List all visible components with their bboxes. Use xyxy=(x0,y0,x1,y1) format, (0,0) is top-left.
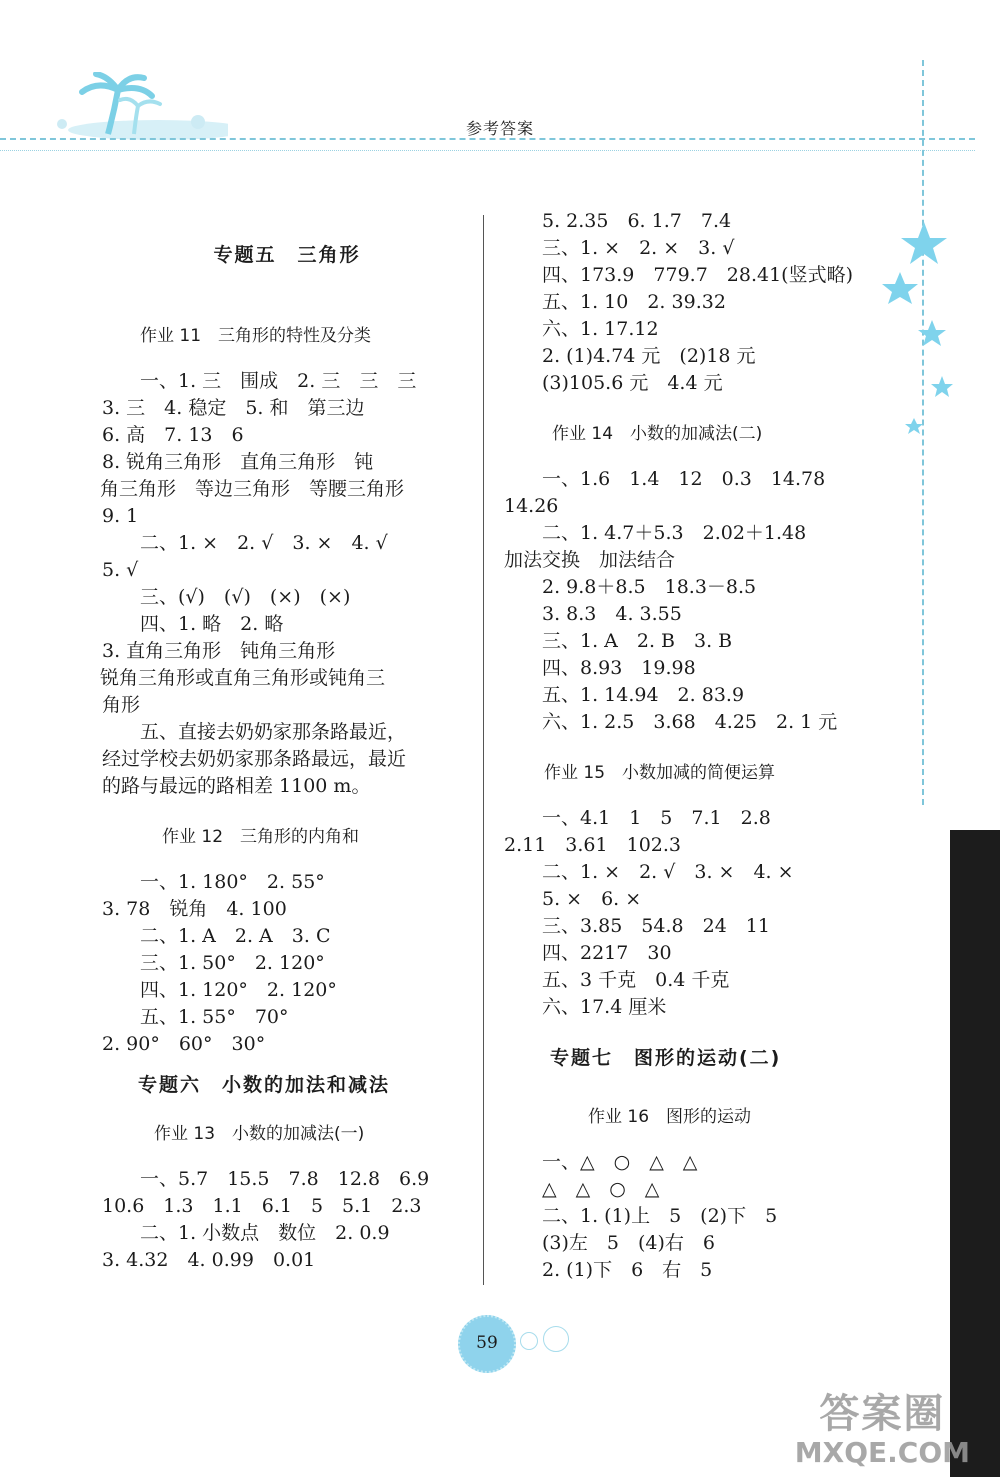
watermark-logo-text: 答案圈 xyxy=(819,1391,946,1437)
answer-line: 三、1. 50° 2. 120° xyxy=(140,952,325,974)
answer-line: 2. (1)下 6 右 5 xyxy=(542,1259,713,1281)
answer-line: 锐角三角形或直角三角形或钝角三 xyxy=(100,667,386,689)
answer-line: (3)左 5 (4)右 6 xyxy=(542,1232,716,1254)
decorative-circle xyxy=(543,1326,569,1352)
watermark-url: MXQE.COM xyxy=(794,1436,970,1469)
answer-line: 四、2217 30 xyxy=(542,942,672,964)
homework-heading: 作业 12 三角形的内角和 xyxy=(162,827,360,847)
homework-heading: 作业 11 三角形的特性及分类 xyxy=(140,326,372,346)
homework-heading: 作业 13 小数的加减法(一) xyxy=(154,1124,365,1144)
answer-line: 5. √ xyxy=(102,559,139,581)
scan-edge-shadow xyxy=(950,830,1000,1477)
answer-line: 2. 9.8＋8.5 18.3－8.5 xyxy=(542,576,757,598)
answer-line: 一、5.7 15.5 7.8 12.8 6.9 xyxy=(140,1168,430,1190)
answer-line: 5. × 6. × xyxy=(542,888,642,910)
answer-line: 四、1. 120° 2. 120° xyxy=(140,979,337,1001)
homework-heading: 作业 16 图形的运动 xyxy=(588,1107,752,1127)
right-column xyxy=(504,208,874,1284)
answer-line: 五、3 千克 0.4 千克 xyxy=(542,969,730,991)
answer-line: 一、4.1 1 5 7.1 2.8 xyxy=(542,807,771,829)
answer-line: 六、17.4 厘米 xyxy=(542,996,667,1018)
answer-line: 角三角形 等边三角形 等腰三角形 xyxy=(100,478,405,500)
stars-icon xyxy=(880,220,960,440)
answer-line: (3)105.6 元 4.4 元 xyxy=(542,372,723,394)
answer-line: 3. 78 锐角 4. 100 xyxy=(102,898,287,920)
watermark xyxy=(795,1392,970,1470)
answer-line: 的路与最远的路相差 1100 m。 xyxy=(102,775,371,797)
answer-line: 五、1. 10 2. 39.32 xyxy=(542,291,726,313)
answer-line: 10.6 1.3 1.1 6.1 5 5.1 2.3 xyxy=(102,1195,422,1217)
answer-line: 2. 90° 60° 30° xyxy=(102,1033,266,1055)
answer-line: 二、1. × 2. √ 3. × 4. √ xyxy=(140,532,388,554)
column-divider xyxy=(483,215,484,1285)
answer-line: 加法交换 加法结合 xyxy=(504,549,676,571)
answer-line: 3. 8.3 4. 3.55 xyxy=(542,603,682,625)
answer-line: 二、1. × 2. √ 3. × 4. × xyxy=(542,861,794,883)
answer-line: 三、1. × 2. × 3. √ xyxy=(542,237,735,259)
answer-line: 9. 1 xyxy=(102,505,139,527)
decorative-circle xyxy=(520,1332,538,1350)
answer-line: 三、1. A 2. B 3. B xyxy=(542,630,733,652)
answer-line: 六、1. 17.12 xyxy=(542,318,659,340)
answer-line: 8. 锐角三角形 直角三角形 钝 xyxy=(102,451,374,473)
answer-line: 五、1. 14.94 2. 83.9 xyxy=(542,684,745,706)
topic-heading: 专题五 三角形 xyxy=(213,244,361,266)
topic-heading: 专题七 图形的运动(二) xyxy=(550,1047,782,1069)
answer-line: 14.26 xyxy=(504,495,559,517)
page-number: 59 xyxy=(458,1315,516,1373)
answer-line: 五、直接去奶奶家那条路最近， xyxy=(140,721,407,743)
left-column xyxy=(102,208,472,1274)
answer-line: 6. 高 7. 13 6 xyxy=(102,424,244,446)
answer-line: 3. 4.32 4. 0.99 0.01 xyxy=(102,1249,316,1271)
answer-line: 5. 2.35 6. 1.7 7.4 xyxy=(542,210,732,232)
answer-line: 一、△ ○ △ △ xyxy=(542,1151,698,1173)
answer-line: 二、1. 小数点 数位 2. 0.9 xyxy=(140,1222,390,1244)
answer-line: 二、1. 4.7＋5.3 2.02＋1.48 xyxy=(542,522,807,544)
answer-line: △ △ ○ △ xyxy=(542,1178,660,1200)
answer-line: 四、8.93 19.98 xyxy=(542,657,696,679)
answer-line: 经过学校去奶奶家那条路最远，最近 xyxy=(102,748,407,770)
answer-line: 六、1. 2.5 3.68 4.25 2. 1 元 xyxy=(542,711,838,733)
answer-line: 三、3.85 54.8 24 11 xyxy=(542,915,770,937)
answer-line: 一、1. 三 围成 2. 三 三 三 xyxy=(140,370,417,392)
answer-line: 二、1. A 2. A 3. C xyxy=(140,925,331,947)
topic-heading: 专题六 小数的加法和减法 xyxy=(138,1074,391,1096)
answer-line: 一、1. 180° 2. 55° xyxy=(140,871,325,893)
answer-line: 五、1. 55° 70° xyxy=(140,1006,289,1028)
answer-line: 3. 直角三角形 钝角三角形 xyxy=(102,640,336,662)
answer-line: 一、1.6 1.4 12 0.3 14.78 xyxy=(542,468,826,490)
answer-line: 2. (1)4.74 元 (2)18 元 xyxy=(542,345,756,367)
answer-line: 四、173.9 779.7 28.41(竖式略) xyxy=(542,264,854,286)
homework-heading: 作业 14 小数的加减法(二) xyxy=(552,424,763,444)
answer-line: 2.11 3.61 102.3 xyxy=(504,834,682,856)
header-title: 参考答案 xyxy=(465,119,534,138)
header-divider-dotted xyxy=(0,150,975,151)
answer-line: 3. 三 4. 稳定 5. 和 第三边 xyxy=(102,397,365,419)
answer-line: 二、1. (1)上 5 (2)下 5 xyxy=(542,1205,778,1227)
homework-heading: 作业 15 小数加减的简便运算 xyxy=(544,763,776,783)
answer-line: 四、1. 略 2. 略 xyxy=(140,613,284,635)
answer-line: 三、(√) (√) (×) (×) xyxy=(140,586,351,608)
answer-line: 角形 xyxy=(102,694,141,716)
